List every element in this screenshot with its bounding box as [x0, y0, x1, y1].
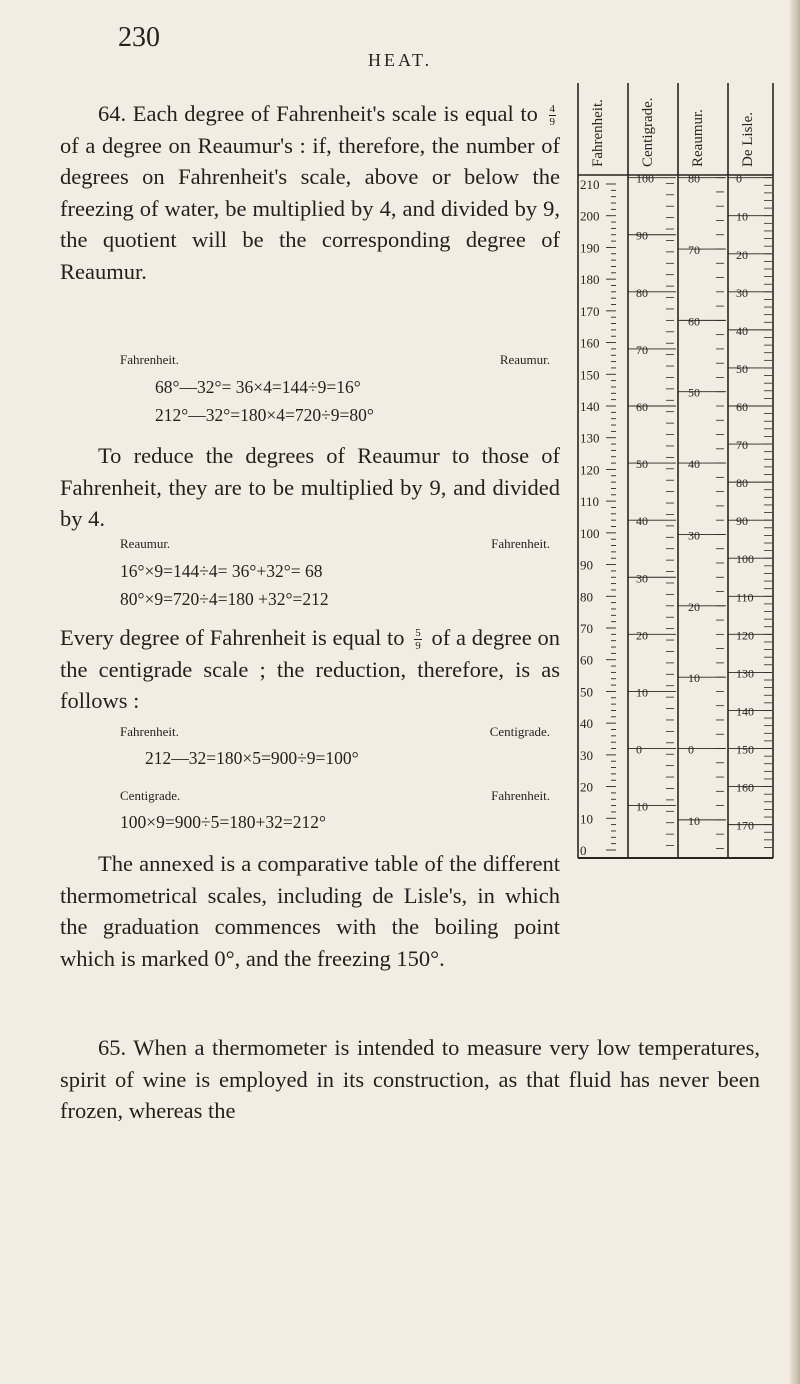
fahrenheit-label: 170 — [580, 303, 600, 319]
comparative-scale-table — [576, 78, 776, 868]
scale-header: Fahrenheit. — [590, 99, 606, 167]
delisle-label: 140 — [736, 704, 754, 719]
fahrenheit-label: 200 — [580, 208, 600, 224]
fahrenheit-label: 10 — [580, 811, 593, 827]
delisle-label: 0 — [736, 171, 742, 186]
fahrenheit-label: 160 — [580, 335, 600, 351]
fraction-four-ninths: $\frac{4}{9}$ — [549, 103, 555, 129]
fahrenheit-label: 140 — [580, 399, 600, 414]
paragraph-65: 65. When a thermometer is intended to measure very low temperatures, spirit of wine is employed in its construction, as that fluid has never been frozen, whereas the — [60, 1035, 760, 1123]
delisle-label: 80 — [736, 476, 748, 491]
paragraph-annexed-table: The annexed is a comparative table of the different thermometrical scales, including de Lisle's, in which the graduation commences with the boiling point which is marked 0°, and the freezing 150°. — [60, 851, 560, 971]
fahrenheit-label: 110 — [580, 494, 600, 510]
centigrade-label: 70 — [636, 342, 648, 357]
fahrenheit-label: 70 — [580, 621, 593, 636]
example4-header: Centigrade. Fahrenheit. — [120, 788, 550, 803]
example1-header: Fahrenheit. Reaumur. — [120, 352, 550, 367]
reaumur-label: 30 — [688, 528, 700, 543]
delisle-label: 50 — [736, 361, 748, 376]
reaumur-label: 20 — [688, 599, 700, 614]
fahrenheit-label: 20 — [580, 779, 593, 795]
scale-header: Reaumur. — [690, 109, 706, 167]
scale-header: De Lisle. — [740, 112, 756, 167]
centigrade-label: 40 — [636, 514, 648, 529]
reaumur-label: 10 — [688, 813, 700, 828]
centigrade-label: 20 — [636, 628, 648, 643]
centigrade-label: 100 — [636, 171, 654, 186]
paragraph-fahrenheit-to-centigrade: Every degree of Fahrenheit is equal to $\frac{5}{9}$ of a degree on the centigrade scale ; the reduction, therefore, is as follows : — [60, 625, 561, 713]
delisle-label: 130 — [736, 666, 754, 681]
fraction-five-ninths: $\frac{5}{9}$ — [415, 627, 421, 653]
fahrenheit-label: 100 — [580, 525, 600, 541]
fahrenheit-label: 50 — [580, 684, 593, 700]
example4-line1: 100×9=900÷5=180+32=212° — [120, 812, 326, 832]
centigrade-label: 90 — [636, 228, 648, 243]
paragraph-64-text-b: of a degree on Reaumur's : if, therefore, the number of degrees on Fahrenheit's scale, above or below the freezing of water, be multiplied by 4, and divided by 9, the quotient will be the corresponding degree of Reaumur. — [60, 132, 560, 284]
fahrenheit-label: 210 — [580, 177, 600, 192]
example3-line1: 212—32=180×5=900÷9=100° — [145, 748, 359, 768]
delisle-label: 170 — [736, 818, 754, 833]
delisle-label: 60 — [736, 400, 748, 414]
centigrade-label: 60 — [636, 400, 648, 414]
delisle-label: 90 — [736, 514, 748, 529]
delisle-label: 20 — [736, 247, 748, 262]
reaumur-label: 50 — [688, 385, 700, 400]
centigrade-label: 10 — [636, 685, 648, 700]
reaumur-label: 10 — [688, 671, 700, 686]
example2-line1: 16°×9=144÷4= 36°+32°= 68 — [120, 561, 323, 581]
example2-header: Reaumur. Fahrenheit. — [120, 536, 550, 551]
centigrade-label: 0 — [636, 742, 642, 757]
example1-line2: 212°—32°=180×4=720÷9=80° — [155, 405, 374, 425]
delisle-label: 120 — [736, 628, 754, 643]
page-edge — [790, 0, 800, 1384]
page-number: 230 — [118, 22, 160, 53]
delisle-label: 70 — [736, 438, 748, 453]
reaumur-label: 70 — [688, 243, 700, 258]
delisle-label: 40 — [736, 323, 748, 338]
fahrenheit-label: 180 — [580, 272, 600, 288]
delisle-label: 30 — [736, 285, 748, 300]
reaumur-label: 40 — [688, 457, 700, 472]
delisle-label: 110 — [736, 590, 754, 605]
fahrenheit-label: 150 — [580, 367, 600, 383]
scale-header: Centigrade. — [640, 97, 656, 167]
delisle-label: 100 — [736, 552, 754, 567]
example1-line1: 68°—32°= 36×4=144÷9=16° — [155, 377, 361, 397]
reaumur-label: 0 — [688, 742, 694, 757]
example3-header: Fahrenheit. Centigrade. — [120, 724, 550, 739]
reaumur-label: 60 — [688, 314, 700, 329]
fahrenheit-label: 90 — [580, 557, 593, 573]
paragraph-64 — [60, 98, 560, 287]
delisle-label: 150 — [736, 742, 754, 757]
centigrade-label: 50 — [636, 457, 648, 472]
paragraph-reaumur-to-fahrenheit: To reduce the degrees of Reaumur to those of Fahrenheit, they are to be multiplied by 9, and divided by 4. — [60, 443, 560, 531]
fahrenheit-label: 0 — [580, 843, 587, 858]
fahrenheit-label: 60 — [580, 652, 593, 668]
reaumur-label: 80 — [688, 171, 700, 186]
centigrade-label: 30 — [636, 571, 648, 586]
delisle-label: 160 — [736, 780, 754, 795]
fahrenheit-label: 130 — [580, 430, 600, 446]
centigrade-label: 10 — [636, 799, 648, 814]
fahrenheit-label: 30 — [580, 747, 593, 763]
running-head: HEAT. — [368, 50, 433, 70]
fahrenheit-label: 120 — [580, 462, 600, 478]
fahrenheit-label: 190 — [580, 240, 600, 256]
fahrenheit-label: 80 — [580, 589, 593, 605]
example2-line2: 80°×9=720÷4=180 +32°=212 — [120, 589, 329, 609]
centigrade-label: 80 — [636, 285, 648, 300]
fahrenheit-label: 40 — [580, 716, 593, 732]
delisle-label: 10 — [736, 209, 748, 224]
paragraph-64-text-a: 64. Each degree of Fahrenheit's scale is equal to — [98, 101, 538, 126]
